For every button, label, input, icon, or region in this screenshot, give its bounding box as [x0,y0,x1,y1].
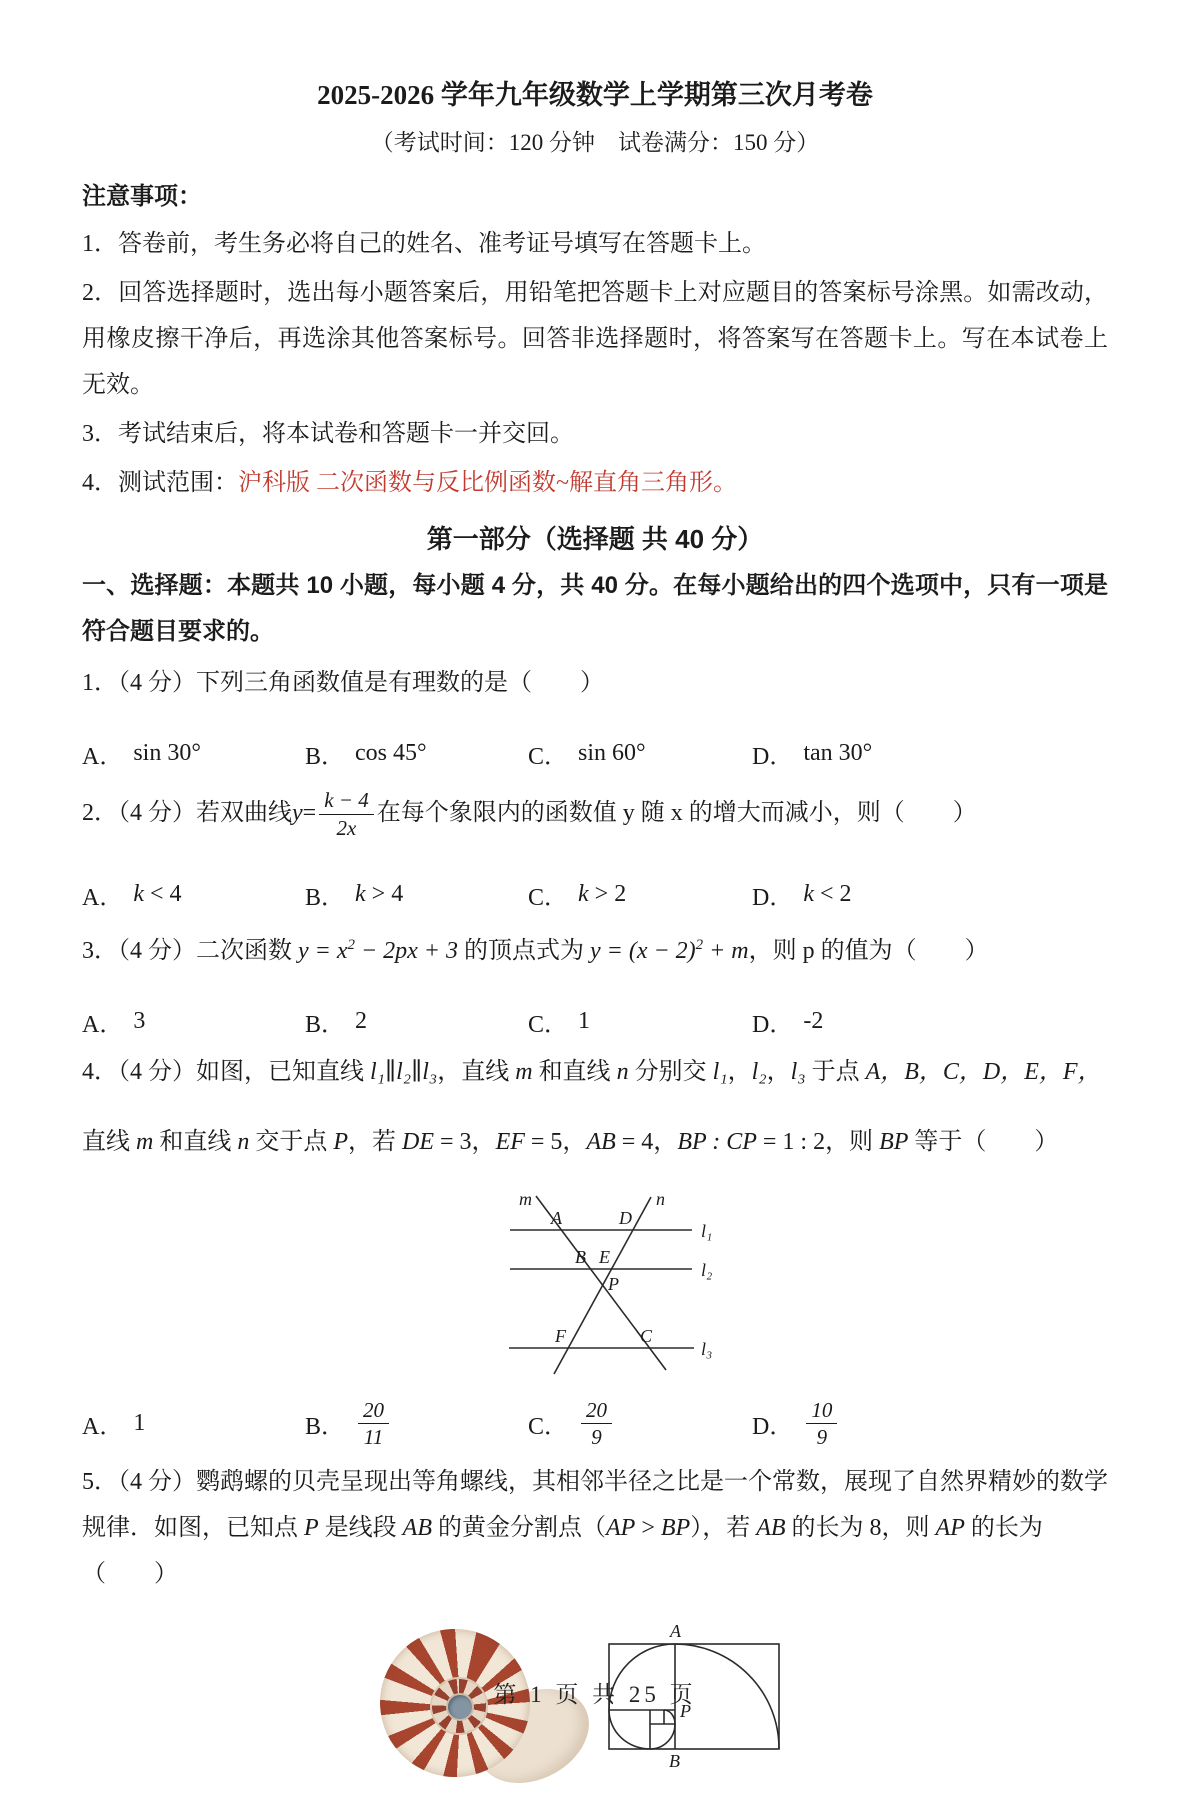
label-point-F: F [555,1326,566,1346]
notice-item-1: 1．答卷前，考生务必将自己的姓名、准考证号填写在答题卡上。 [82,231,766,257]
q2-option-a: A． k < 4 [82,880,182,911]
label-point-D: D [619,1208,632,1228]
label-line-l3: l₃ [701,1339,713,1359]
q4-option-a: A． 1 [82,1410,146,1441]
question-1-options [82,730,1108,776]
q4-option-b: B． $\frac{20}{11}$ [305,1396,528,1451]
q2-option-b: B． k > 4 [305,880,404,911]
q1-option-a: A． sin 30° [82,739,201,770]
part1-heading: 第一部分（选择题 共 40 分） [426,524,764,554]
exam-document [0,76,1190,1772]
label-line-m: m [519,1189,532,1209]
notice-item-4 [82,460,1108,506]
label-line-l1: l₁ [701,1221,713,1241]
label-spiral-A: A [670,1621,681,1642]
q1-option-b: B． cos 45° [305,739,427,770]
notice-item-2: 2．回答选择题时，选出每小题答案后，用铅笔把答题卡上对应题目的答案标号涂黑。如需改动，用橡皮擦干净后，再选涂其他答案标号。回答非选择题时，将答案写在答题卡上。写在本试卷上无效。 [82,280,1108,398]
q3-option-d: D． -2 [752,1007,824,1038]
figure-labels [519,1189,712,1359]
label-point-E: E [599,1247,610,1267]
q4-option-d: D． $\frac{10}{9}$ [752,1396,1108,1451]
test-scope-text: 沪科版 二次函数与反比例函数~解直角三角形。 [238,470,737,496]
label-line-l2: l₂ [701,1260,713,1280]
question-1-stem: 1．（4 分）下列三角函数值是有理数的是（ ） [82,670,604,696]
label-point-A: A [551,1208,562,1228]
part1-intro: 一、选择题：本题共 10 小题，每小题 4 分，共 40 分。在每小题给出的四个选项中，只有一项是符合题目要求的。 [82,572,1108,645]
label-point-B: B [575,1247,586,1267]
question-3-stem: 3．（4 分）二次函数 $y = x^2 - 2px + 3$ 的顶点式为 $y = (x - 2)^2 + m$，则 p 的值为（ ） [82,937,989,964]
q2-option-d: D． k < 2 [752,880,852,911]
q3-option-a: A． 3 [82,1007,146,1038]
figure-lines [509,1196,694,1374]
q1-option-c: C． sin 60° [528,739,646,770]
question-5-stem: 5．（4 分）鹦鹉螺的贝壳呈现出等角螺线，其相邻半径之比是一个常数，展现了自然界精妙的数学规律．如图，已知点 P 是线段 AB 的黄金分割点（AP > BP），若 AB 的长为 8，则 AP 的长为（ ） [82,1469,1108,1588]
label-line-n: n [656,1189,665,1209]
notice-item-4-prefix: 4．测试范围： [82,470,238,496]
label-spiral-P: P [680,1701,691,1722]
question-2-stem: 2．（4 分）若双曲线 y = $\frac{k - 4}{2x}$ 在每个象限内的函数值 y 随 x 的增大而减小，则（ ） [82,788,977,840]
exam-page [0,76,1190,1781]
question-4-stem-line1: 4．（4 分）如图，已知直线 l₁∥l₂∥l₃，直线 m 和直线 n 分别交 l₁，l₂，l₃ 于点 A，B，C，D，E，F， [82,1059,1102,1085]
question-4-figure [415,1189,775,1388]
exam-subtitle: （考试时间：120 分钟 试卷满分：150 分） [370,130,820,155]
notice-item-3: 3．考试结束后，将本试卷和答题卡一并交回。 [82,421,574,447]
question-2-options [82,871,1108,917]
q4-option-c: C． $\frac{20}{9}$ [528,1396,752,1451]
q3-option-c: C． 1 [528,1007,591,1038]
question-4-options [82,1396,1108,1451]
label-point-C: C [640,1326,653,1346]
page-footer: 第 1 页 共 25 页 [493,1682,697,1707]
parallel-lines-diagram [415,1189,775,1381]
q1-option-d: D． tan 30° [752,739,873,770]
notice-heading: 注意事项： [82,183,202,210]
page-title: 2025-2026 学年九年级数学上学期第三次月考卷 [317,80,873,110]
label-point-P: P [608,1274,619,1294]
question-3-options [82,998,1108,1044]
q2-option-c: C． k > 2 [528,880,627,911]
question-4-stem-line2: 直线 m 和直线 n 交于点 P，若 DE = 3，EF = 5，AB = 4，BP : CP = 1 : 2，则 BP 等于（ ） [82,1129,1059,1155]
q3-option-b: B． 2 [305,1007,368,1038]
label-spiral-B: B [669,1751,680,1772]
